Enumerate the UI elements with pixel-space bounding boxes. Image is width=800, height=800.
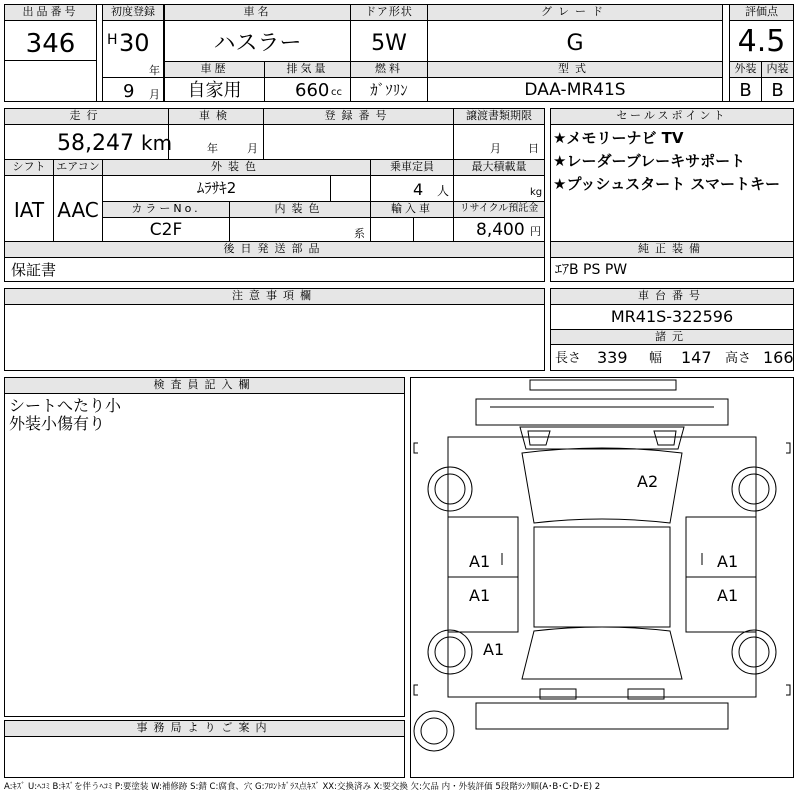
history-label: 車歴	[165, 62, 264, 78]
reg-month: 9	[123, 81, 135, 102]
damage-mark: A1	[469, 586, 491, 605]
transfer-cell	[453, 108, 545, 160]
grade-cell	[427, 4, 723, 62]
score: 4.5	[737, 24, 786, 59]
shift-cell	[4, 159, 54, 242]
name-cell	[164, 4, 351, 62]
damage-diagram	[410, 377, 794, 778]
registration-label: 初度登録	[103, 5, 163, 21]
transfer-label: 譲渡書類期限	[454, 109, 544, 125]
recycle-label: リサイクル預託金	[454, 202, 544, 218]
later-parts: 保証書	[11, 261, 57, 279]
color-cell	[102, 159, 371, 202]
displacement: 660	[295, 80, 330, 101]
fuel: ｶﾞｿﾘﾝ	[370, 81, 408, 99]
aircon-label: エアコン	[54, 160, 102, 176]
fuel-label: 燃料	[351, 62, 427, 78]
transfer-month-unit: 月	[490, 142, 501, 155]
score-label: 評価点	[730, 5, 793, 21]
exterior-grade-cell	[729, 61, 762, 102]
inspector-note: シートへたり小	[9, 396, 122, 415]
import-label: 輸入車	[371, 202, 453, 218]
damage-mark: A2	[637, 472, 659, 491]
lot-label: 出品番号	[5, 5, 96, 21]
inspection-month-unit: 月	[247, 142, 258, 155]
inspector-note: 外装小傷有り	[9, 414, 106, 433]
legend: A:ｷｽﾞ U:ﾍｺﾐ B:ｷｽﾞを伴うﾍｺﾐ P:要塗装 W:補修跡 S:錆 C:腐食、穴 G:ﾌﾛﾝﾄｶﾞﾗｽ点ｷｽﾞ XX:交換済み X:要交換 欠:欠品 内・外装評価 5段階ﾗﾝｸ順(A･B･C･D･E) 2	[4, 782, 601, 792]
recycle-cell	[453, 201, 545, 242]
inspector-label: 検査員記入欄	[5, 378, 404, 394]
registration-number-cell	[263, 108, 454, 160]
sales-points-label: セールスポイント	[551, 109, 793, 125]
color: ﾑﾗｻｷ2	[196, 179, 237, 197]
capacity-unit: 人	[437, 184, 450, 198]
interior-label: 内装	[762, 62, 793, 78]
height-label: 高さ	[725, 351, 752, 366]
sales-points-cell	[550, 108, 794, 242]
grade-label: グレード	[428, 5, 722, 21]
office-label: 事務局よりご案内	[5, 721, 404, 737]
equipment-label: 純正装備	[551, 242, 793, 258]
inspection-year-unit: 年	[207, 142, 218, 155]
damage-mark: A1	[717, 552, 739, 571]
inspection-cell	[168, 108, 264, 160]
capacity: 4	[413, 180, 424, 199]
mileage: 58,247	[57, 131, 134, 156]
chassis-cell	[550, 288, 794, 371]
damage-mark: A1	[483, 640, 505, 659]
aircon-cell	[53, 159, 103, 242]
width: 147	[681, 348, 712, 367]
later-parts-label: 後日発送部品	[5, 242, 544, 258]
chassis-number: MR41S-322596	[610, 307, 734, 326]
recycle-amount: 8,400	[476, 220, 525, 240]
registration-cell	[102, 4, 164, 102]
exterior-label: 外装	[730, 62, 761, 78]
mileage-cell	[4, 108, 173, 160]
chassis-label: 車台番号	[551, 289, 793, 305]
reg-month-unit: 月	[149, 88, 160, 101]
score-cell	[729, 4, 794, 62]
height: 166	[763, 348, 794, 367]
interior-color-cell	[229, 201, 371, 242]
shift-label: シフト	[5, 160, 53, 176]
width-label: 幅	[649, 351, 663, 366]
aircon: AAC	[57, 198, 99, 222]
color-number: C2F	[149, 220, 183, 240]
import-cell	[370, 201, 454, 242]
history-cell	[164, 61, 265, 102]
registration-number-label: 登録番号	[264, 109, 453, 125]
reg-year-unit: 年	[149, 64, 160, 77]
load-label: 最大積載量	[454, 160, 544, 176]
sales-point: ★レーダーブレーキサポート	[553, 152, 746, 170]
front-bumper-part	[530, 380, 676, 390]
exterior-grade: B	[739, 80, 752, 101]
length-label: 長さ	[555, 351, 582, 366]
name-label: 車名	[165, 5, 350, 21]
equipment-cell	[550, 241, 794, 282]
sales-point: ★プッシュスタート スマートキー	[553, 175, 781, 193]
history: 自家用	[187, 80, 242, 101]
displacement-unit: cc	[331, 87, 342, 98]
interior-grade: B	[771, 80, 784, 101]
capacity-label: 乗車定員	[371, 160, 453, 176]
load-cell	[453, 159, 545, 202]
color-label: 外装色	[103, 160, 370, 176]
equipment: ｴｱB PS PW	[555, 262, 628, 278]
color-number-label: カラーNo.	[103, 202, 229, 218]
model-cell	[427, 61, 723, 102]
interior-color-label: 内装色	[230, 202, 370, 218]
displacement-label: 排気量	[265, 62, 350, 78]
capacity-cell	[370, 159, 454, 202]
mileage-label: 走行	[5, 109, 168, 125]
later-parts-cell	[4, 241, 545, 282]
door-label: ドア形状	[351, 5, 427, 21]
fuel-cell	[350, 61, 428, 102]
model-label: 型式	[428, 62, 722, 78]
color-number-cell	[102, 201, 230, 242]
interior-grade-cell	[761, 61, 794, 102]
sales-point: ★メモリーナビ TV	[553, 129, 684, 147]
interior-color-unit: 系	[354, 227, 365, 240]
model: DAA-MR41S	[524, 80, 626, 100]
door-cell	[350, 4, 428, 62]
recycle-unit: 円	[530, 225, 541, 238]
damage-mark: A1	[469, 552, 491, 571]
transfer-day-unit: 日	[528, 142, 539, 155]
era: H	[107, 32, 118, 48]
dimensions-label: 諸元	[551, 329, 793, 345]
damage-mark: A1	[717, 586, 739, 605]
notes-label: 注意事項欄	[5, 289, 544, 305]
office-cell	[4, 720, 405, 778]
grade: G	[566, 31, 584, 56]
mileage-unit: km	[141, 131, 173, 155]
displacement-cell	[264, 61, 351, 102]
door-type: 5W	[371, 31, 407, 56]
lot-number: 346	[25, 29, 76, 59]
notes-cell	[4, 288, 545, 371]
shift: IAT	[13, 198, 45, 222]
lot-cell	[4, 4, 97, 102]
length: 339	[597, 348, 628, 367]
car-outline-diagram	[410, 377, 794, 778]
car-name: ハスラー	[213, 31, 302, 56]
reg-year: 30	[119, 29, 150, 57]
inspection-label: 車検	[169, 109, 263, 125]
inspector-cell	[4, 377, 405, 717]
load-unit: kg	[530, 187, 543, 198]
